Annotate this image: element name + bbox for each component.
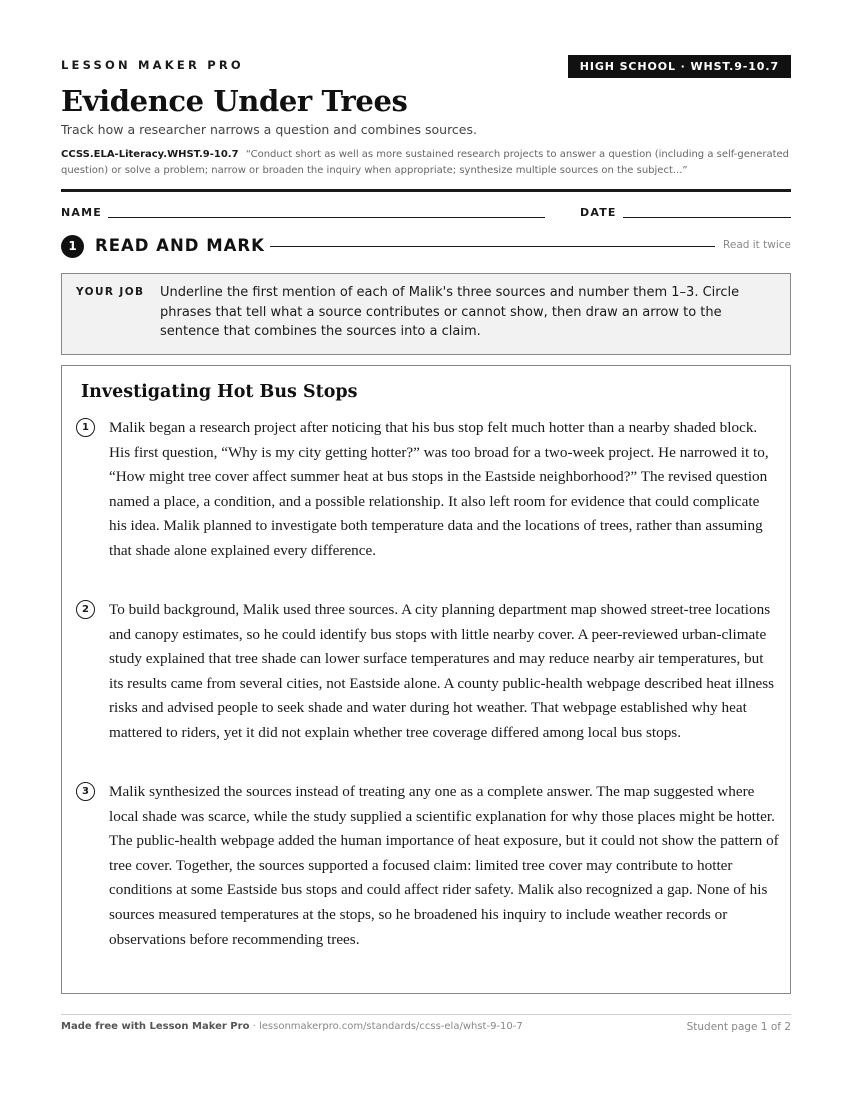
student-info-row — [61, 205, 791, 221]
paragraph-number: 2 — [76, 600, 95, 619]
reading-passage — [61, 365, 791, 994]
paragraph-number: 1 — [76, 418, 95, 437]
name-label: NAME — [61, 206, 102, 219]
page-subtitle: Track how a researcher narrows a question and combines sources. — [61, 122, 477, 137]
passage-title: Investigating Hot Bus Stops — [81, 382, 358, 402]
footer-url[interactable]: · lessonmakerpro.com/standards/ccss-ela/whst-9-10-7 — [249, 1021, 523, 1032]
brand-name: LESSON MAKER PRO — [61, 58, 244, 72]
page-indicator: Student page 1 of 2 — [686, 1021, 791, 1033]
section-number: 1 — [61, 235, 84, 258]
paragraph-text: Malik began a research project after noticing that his bus stop felt much hotter than a nearby shaded block. His first question, “Why is my city getting hotter?” was too broad for a two-week project. He narrowed it to, “How might tree cover affect summer heat at bus stops in the Eastside neighborhood?” The revised question named a place, a condition, and a possible relationship. It also left room for evidence that could complicate his idea. Malik planned to investigate both temperature data and the locations of trees, rather than assuming that shade alone explained every difference. — [109, 419, 769, 559]
section-title: READ AND MARK — [95, 236, 265, 255]
paragraph-text: Malik synthesized the sources instead of treating any one as a complete answer. The map suggested where local shade was scarce, while the study supplied a scientific explanation for why those places might be hotter. The public-health webpage added the human importance of heat exposure, but it could not show the pattern of tree cover. Together, the sources supported a focused claim: limited tree cover may contribute to hotter conditions at some Eastside bus stops and could affect rider safety. Malik also recognized a gap. None of his sources measured temperatures at the stops, so he broadened his inquiry to include weather records or observations before recommending trees. — [109, 783, 779, 948]
section-note: Read it twice — [723, 239, 791, 251]
paragraph-text: To build background, Malik used three sources. A city planning department map showed street-tree locations and canopy estimates, so he could identify bus stops with little nearby cover. A peer-reviewed urban-climate study explained that tree shade can lower surface temperatures and may reduce nearby air temperatures, but its results came from several cities, not Eastside alone. A county public-health webpage described heat illness risks and advised people to seek shade and water during hot weather. That webpage established why heat mattered to riders, yet it did not explain whether tree coverage differed among local bus stops. — [109, 601, 775, 741]
header-bar — [61, 55, 791, 79]
date-label: DATE — [580, 206, 617, 219]
footer-made-with: Made free with Lesson Maker Pro — [61, 1021, 250, 1032]
section-header — [61, 235, 791, 257]
header-divider — [61, 189, 791, 192]
grade-standard-badge: HIGH SCHOOL · WHST.9-10.7 — [568, 55, 791, 78]
footer-divider — [61, 1014, 791, 1015]
instructions-label: YOUR JOB — [76, 286, 145, 298]
instructions-text: Underline the first mention of each of Malik's three sources and number them 1–3. Circle phrases that tell what a source contributes or cannot show, then draw an arrow to the sentence that combines the sources into a claim. — [160, 285, 740, 339]
paragraph-number: 3 — [76, 782, 95, 801]
instructions-box — [61, 273, 791, 355]
page-title: Evidence Under Trees — [61, 84, 408, 118]
date-field[interactable] — [623, 217, 791, 218]
standard-quote: “Conduct short as well as more sustained research projects to answer a question (including a self-generated question) or solve a problem; narrow or broaden the inquiry when appropriate; synthesize multiple sources on the subject...” — [61, 149, 790, 176]
standard-reference — [61, 147, 791, 179]
standard-code: CCSS.ELA-Literacy.WHST.9-10.7 — [61, 149, 239, 160]
footer-credit — [61, 1021, 523, 1032]
section-rule — [270, 246, 715, 247]
name-field[interactable] — [108, 217, 545, 218]
